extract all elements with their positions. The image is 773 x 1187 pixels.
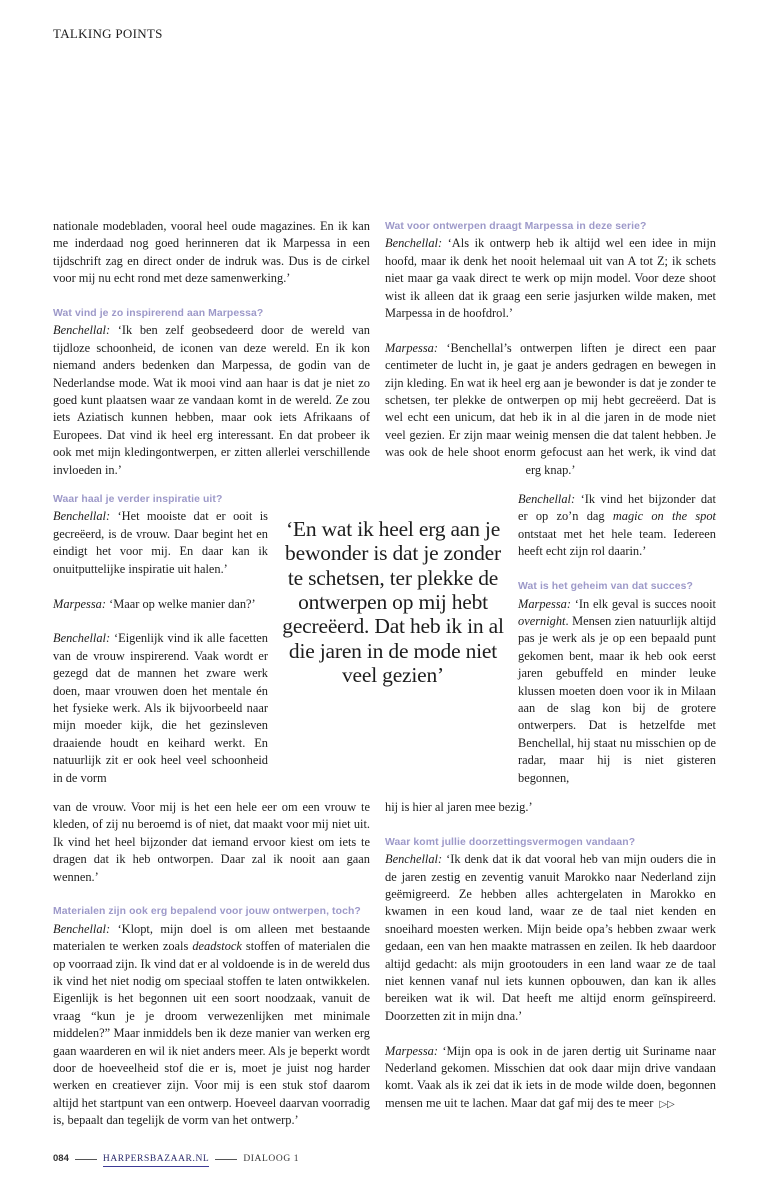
- speaker: Benchellal:: [53, 631, 111, 646]
- qa: [385, 1043, 716, 1114]
- question-heading: Wat voor ontwerpen draagt Marpessa in deze serie?: [385, 221, 647, 232]
- qa: [53, 903, 370, 1129]
- double-arrow-right-icon: ▷▷: [659, 1098, 675, 1110]
- site-link[interactable]: HARPERSBAZAAR.NL: [103, 1152, 209, 1167]
- qa: [385, 340, 716, 479]
- answer: ‘Ik ben zelf geobsedeerd door de wereld van tijdloze schoonheid, de iconen van deze wereld. En ik kon niemand anders bedenken dan Marpessa, de godin van de Nederlandse mode. Wat ik mooi vind aan haar is dat je niet zo goed kunt plaatsen waar ze vandaan komt in de wereld. Ze zou iets Aziatisch kunnen hebben, maar ook iets Afrikaans of Europees. Dat vind ik heel erg interessant. En dat probeer ik ook met mijn kledingontwerpen, er zitten allerlei verschillende invloeden in.’: [53, 323, 370, 477]
- qa: [518, 491, 716, 561]
- answer: stoffen of materialen die op voorraad zijn. Ik vind dat er al voldoende is in de wereld dus ik vind het niet nodig om speciaal stoffen te laten ontwikkelen. Eigenlijk is het begonnen uit een soort noodzaak, vanuit de vraag “kun je je droom verwezenlijken met minimale middelen?” Maar inmiddels ben ik deze manier van werken erg gaan waarderen en wil ik niet anders meer. Als je beperkt wordt door de hoeveelheid stof die er is, moet je juist nog harder werken en creatiever zijn. Voor mij is een stuk stof daarom altijd het startpunt van een ontwerp. Hoeveel daarvan voorradig is, bepaalt dan tegelijk de vorm van het ontwerp.’: [53, 939, 370, 1128]
- answer-emphasis: overnight: [518, 613, 566, 628]
- speaker: Marpessa:: [385, 340, 438, 355]
- upper-columns: [53, 218, 716, 479]
- answer: ‘Ik denk dat ik dat vooral heb van mijn ouders die in de jaren zestig en zeventig vanuit Marokko naar Nederland zijn geëmigreerd. Ze hebben alles achtergelaten in Marokko en kwamen in een koud land, waar ze de taal niet kenden en snoeihard moesten werken. Mijn beide opa’s hebben zwaar werk gedaan, een van hen maakte matrassen en zeilen. Ik heb daardoor altijd gedacht: als mijn grootouders in een land waar ze de taal niet kennen vanaf nul iets kunnen opbouwen, dan kan ik alles bereiken wat ik wil. Dat heeft me altijd enorm geïnspireerd. Doorzetten zit in mijn dna.’: [385, 852, 716, 1023]
- paragraph: hij is hier al jaren mee bezig.’: [385, 799, 533, 814]
- answer: ‘Eigenlijk vind ik alle facetten van de vrouw inspirerend. Vaak wordt er gezegd dat de mannen het zware werk doen, maar vrouwen doen het mentale én het fysieke werk. Als ik bijvoorbeeld naar mijn moeder kijk, die het gezinsleven draaiende houdt en keihard werkt. En natuurlijk zit er ook heel veel schoonheid in de vorm: [53, 631, 268, 785]
- question-heading: Materialen zijn ook erg bepalend voor jouw ontwerpen, toch?: [53, 906, 361, 918]
- pull-quote: ‘En wat ik heel erg aan je bewonder is dat je zonder te schetsen, ter plekke de ontwerpen op mij hebt gecreëerd. Dat heb ik in al die jaren in de mode niet veel gezien’: [282, 517, 504, 687]
- qa: [53, 305, 370, 479]
- left-bottom-block: [53, 799, 370, 1130]
- answer: ‘Ik vind het bijzonder dat er op zo’n dag: [518, 492, 716, 524]
- question-heading: Waar haal je verder inspiratie uit?: [53, 494, 223, 506]
- middle-columns: [53, 491, 716, 787]
- right-bottom-block: [385, 799, 716, 1113]
- qa: [53, 491, 268, 578]
- answer: ‘Maar op welke manier dan?’: [106, 596, 256, 611]
- answer: ‘Als ik ontwerp heb ik altijd wel een idee in mijn hoofd, maar ik denk het nooit helemaal uit van A tot Z; ik schets niet maar ga vaak direct te werk op mijn model. Voor deze shoot wist ik alleen dat ik graag een serie jasjurken wilde maken, met Marpessa in de hoofdrol.’: [385, 236, 716, 321]
- lower-columns: [53, 799, 716, 1130]
- answer: ‘Mijn opa is ook in de jaren dertig uit Suriname naar Nederland gekomen. Misschien dat ook daar mijn drive vandaan komt. Vaak als ik zei dat ik iets in de mode wilde doen, begonnen mensen me uit te lachen. Maar dat gaf mij des te meer: [385, 1043, 716, 1110]
- speaker: Benchellal:: [53, 323, 111, 338]
- image-space: [53, 42, 716, 218]
- issue-label: DIALOOG 1: [243, 1154, 300, 1165]
- speaker: Benchellal:: [385, 236, 443, 251]
- qa: [53, 630, 268, 787]
- qa: [53, 596, 268, 613]
- qa: [518, 578, 716, 787]
- qa: [385, 834, 716, 1025]
- divider: [75, 1159, 97, 1160]
- speaker: Benchellal:: [53, 921, 111, 936]
- qa: [385, 218, 716, 322]
- answer: ‘Klopt, mijn doel is om alleen met bestaande materialen te werken zoals: [53, 921, 370, 954]
- page-number: 084: [53, 1153, 69, 1165]
- speaker: Benchellal:: [53, 509, 111, 524]
- paragraph: nationale modebladen, vooral heel oude magazines. En ik kan me inderdaad nog goed herinneren dat ik Marpessa in een tijdschrift zag en direct onder de indruk was. Dus is de cirkel voor mij nu echt rond met deze samenwerking.’: [53, 219, 370, 286]
- left-top-block: [53, 218, 370, 479]
- question-heading: Wat vind je zo inspirerend aan Marpessa?: [53, 308, 264, 320]
- right-narrow-block: [518, 491, 716, 787]
- page-footer: [53, 1152, 716, 1167]
- speaker: Marpessa:: [518, 596, 571, 611]
- left-narrow-block: [53, 491, 268, 787]
- answer: ‘Benchellal’s ontwerpen liften je direct een paar centimeter de lucht in, je gaat je anders gedragen en bewegen in zijn kleding. En wat ik heel erg aan je bewonder is dat je zonder te schetsen, ter plekke de ontwerpen op mij hebt gecreëerd. Dat is wel echt een unicum, dat heb ik in al die jaren in de mode niet veel gezien. Er zijn maar weinig mensen die dat talent hebben. Je was ook de hele shoot enorm gefocust aan het werk, ik vind dat erg knap.’: [385, 340, 716, 477]
- question-heading: Wat is het geheim van dat succes?: [518, 581, 693, 593]
- answer-emphasis: magic on the spot: [612, 509, 716, 524]
- speaker: Benchellal:: [385, 852, 443, 867]
- question-heading: Waar komt jullie doorzettingsvermogen vandaan?: [385, 836, 636, 848]
- speaker: Benchellal:: [518, 492, 576, 507]
- answer: ontstaat met het hele team. Iedereen heeft echt zijn rol daarin.’: [518, 526, 716, 559]
- paragraph: van de vrouw. Voor mij is het een hele eer om een vrouw te kleden, of zij nu beroemd is of niet, dat maakt voor mij niet uit. Ik vind het heel bijzonder dat iemand ervoor kiest om iets te dragen dat ik heb ontworpen. Daar zal ik nooit aan gaan wennen.’: [53, 799, 370, 884]
- answer-emphasis: deadstock: [192, 939, 242, 954]
- right-top-block: [385, 218, 716, 479]
- speaker: Marpessa:: [53, 596, 106, 611]
- divider: [215, 1159, 237, 1160]
- answer: . Mensen zien natuurlijk altijd pas je werk als je op een bepaald punt gekomen bent, maar ik heb ook eerst jaren gebuffeld en minder leuke klussen moeten doen voor ik in Milaan aan de slag kon bij de grotere ontwerpers. Dat is hetzelfde met Benchellal, hij staat nu misschien op de radar, maar hij is niet gisteren begonnen,: [518, 613, 716, 785]
- speaker: Marpessa:: [385, 1043, 438, 1058]
- section-title: TALKING POINTS: [53, 26, 163, 41]
- answer: ‘Het mooiste dat er ooit is gecreëerd, is de vrouw. Daar begint het en eindigt het voor mij. En daar kan ik onuitputtelijke inspiratie uit halen.’: [53, 509, 268, 576]
- answer: ‘In elk geval is succes nooit: [571, 596, 716, 611]
